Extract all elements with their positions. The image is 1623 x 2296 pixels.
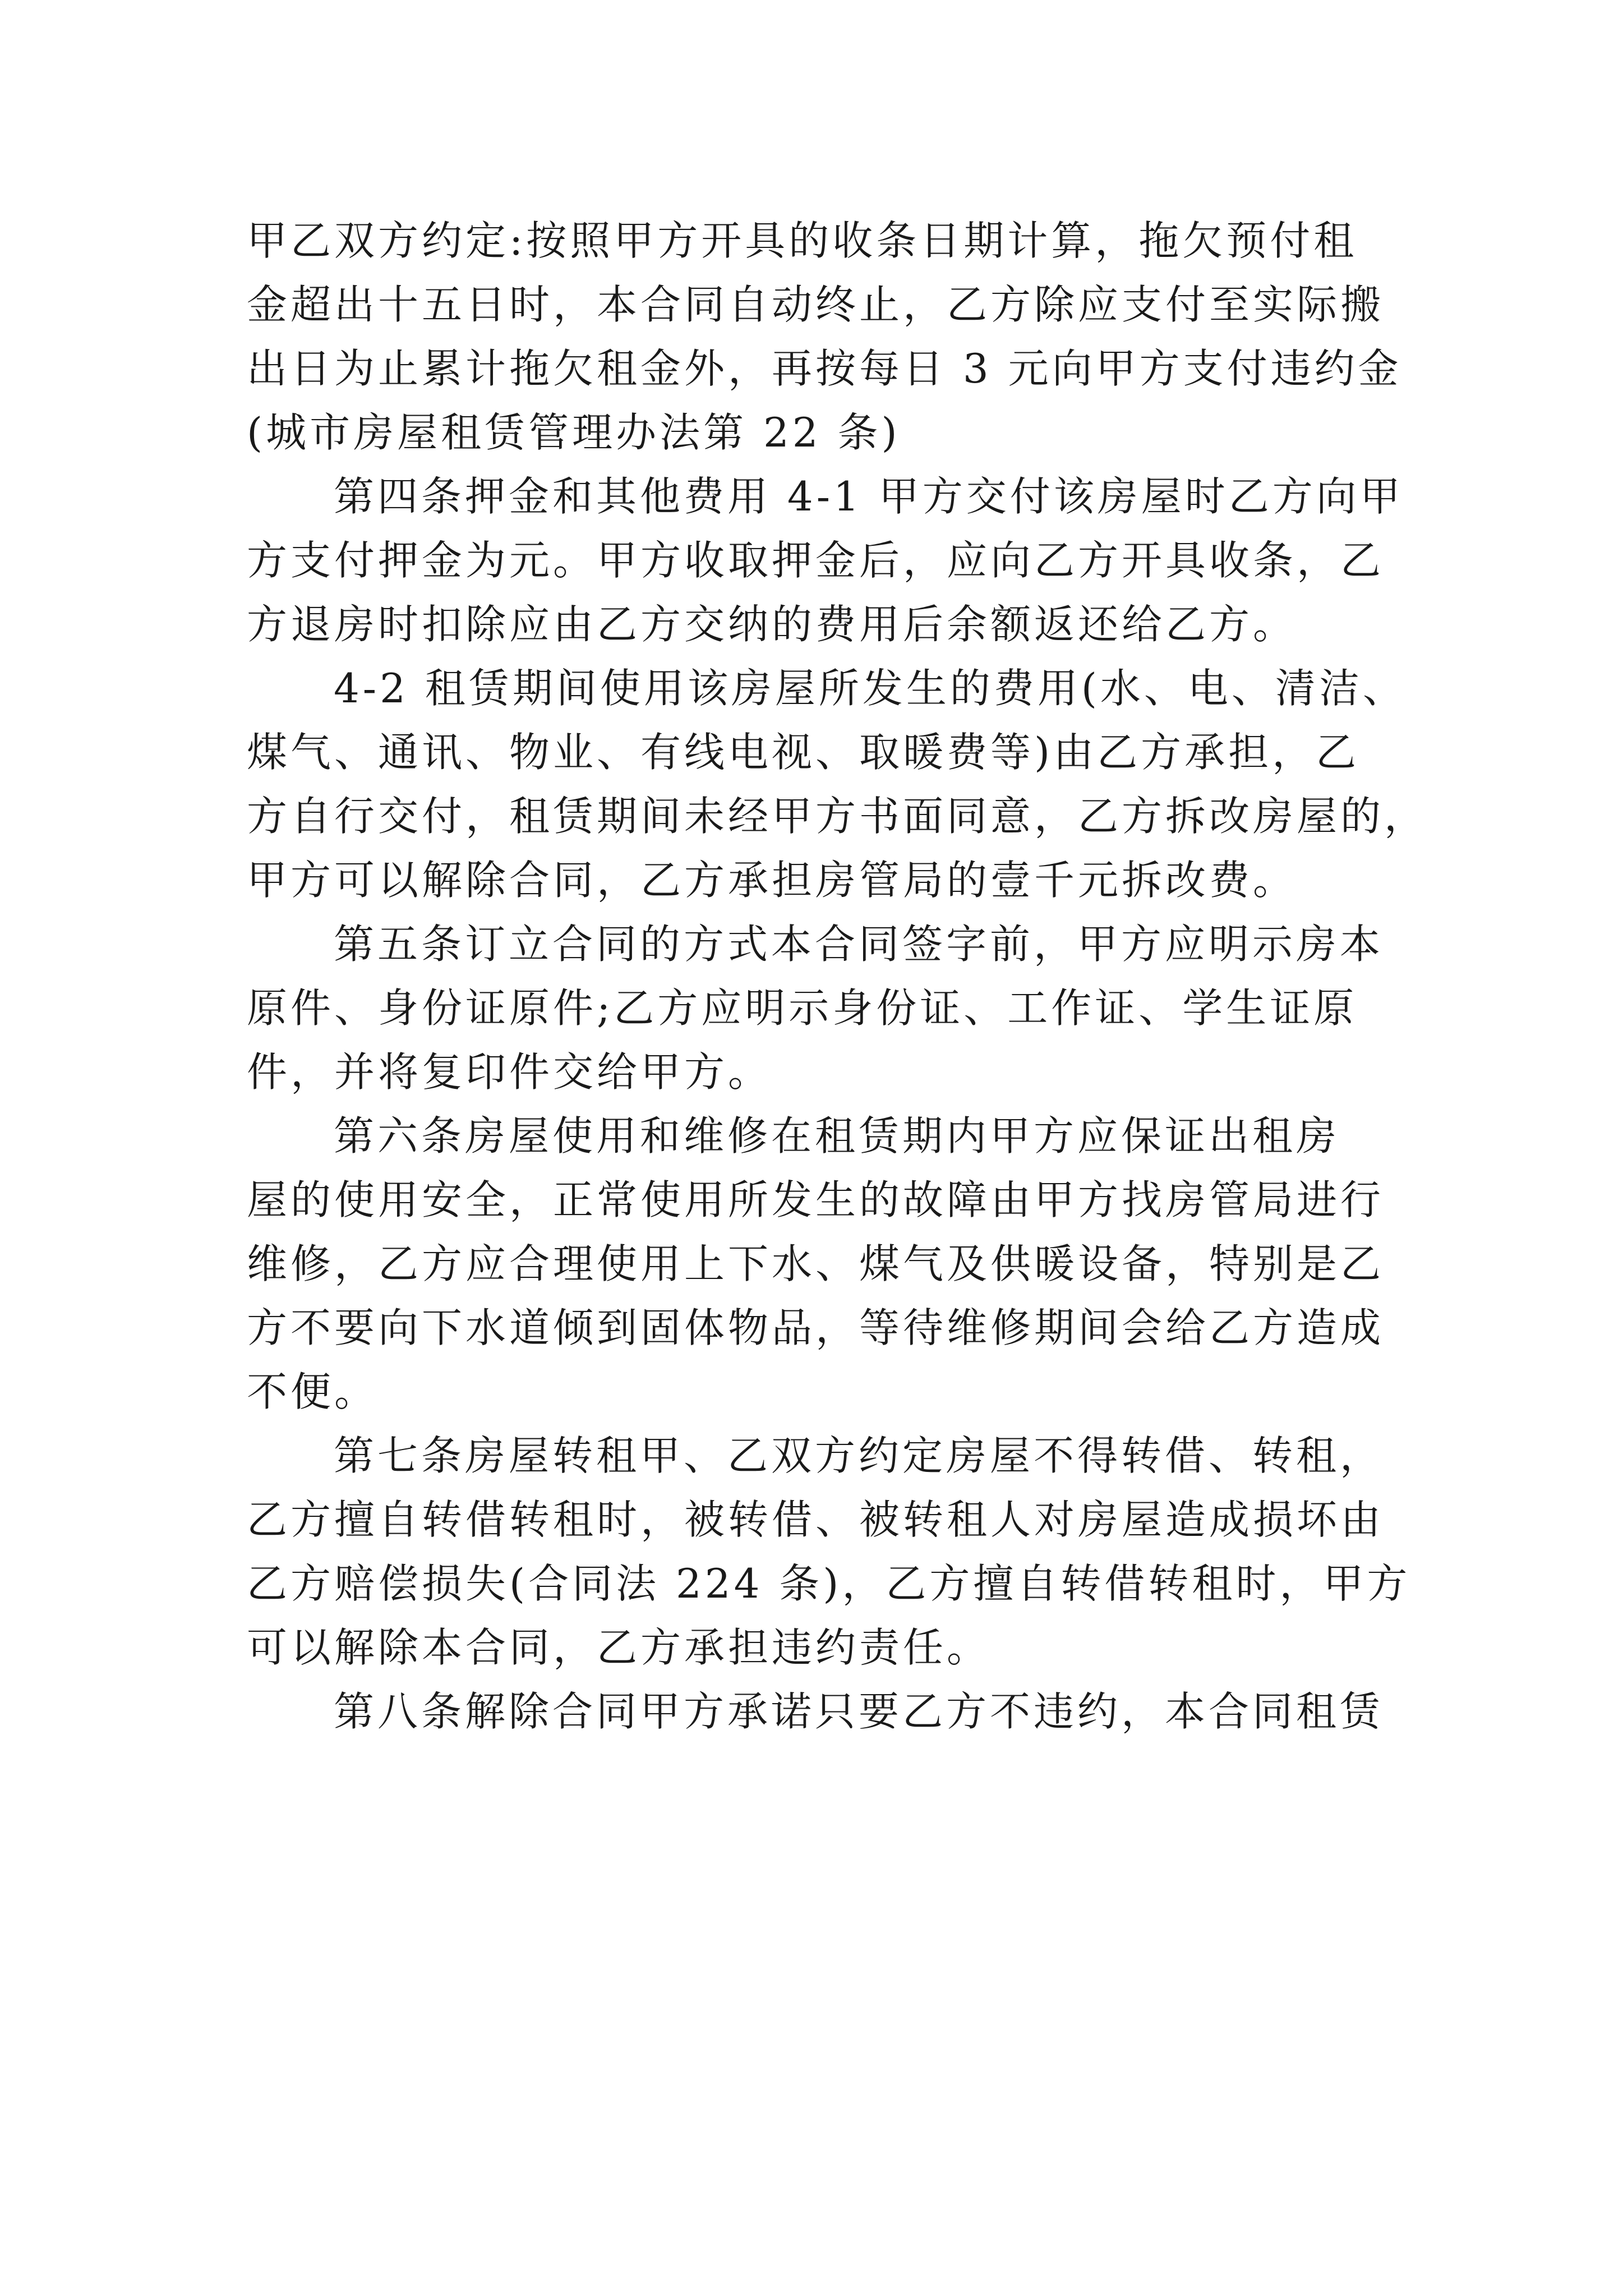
text-line: 出日为止累计拖欠租金外，再按每日 3 元向甲方支付违约金 — [247, 345, 1402, 392]
text-line: 4-2 租赁期间使用该房屋所发生的费用(水、电、清洁、 — [334, 665, 1407, 712]
text-line: 方退房时扣除应由乙方交纳的费用后余额返还给乙方。 — [247, 601, 1297, 648]
text-line: 件，并将复印件交给甲方。 — [247, 1048, 772, 1096]
text-line: (城市房屋租赁管理办法第 22 条) — [247, 409, 901, 456]
text-line: 屋的使用安全，正常使用所发生的故障由甲方找房管局进行 — [247, 1176, 1385, 1223]
text-line: 维修，乙方应合理使用上下水、煤气及供暖设备，特别是乙 — [247, 1240, 1385, 1287]
text-line: 甲乙双方约定:按照甲方开具的收条日期计算，拖欠预付租 — [247, 217, 1358, 264]
text-line: 第四条押金和其他费用 4-1 甲方交付该房屋时乙方向甲 — [334, 473, 1404, 520]
text-line: 不便。 — [247, 1368, 379, 1415]
text-line: 煤气、通讯、物业、有线电视、取暖费等)由乙方承担，乙 — [247, 729, 1360, 776]
text-line: 第六条房屋使用和维修在租赁期内甲方应保证出租房 — [334, 1112, 1340, 1159]
text-line: 第五条订立合同的方式本合同签字前，甲方应明示房本 — [334, 921, 1384, 968]
contract-text-body — [247, 209, 1428, 1743]
text-line: 金超出十五日时，本合同自动终止，乙方除应支付至实际搬 — [247, 281, 1385, 328]
text-line: 乙方擅自转借转租时，被转借、被转租人对房屋造成损坏由 — [247, 1496, 1385, 1543]
text-line: 甲方可以解除合同，乙方承担房管局的壹千元拆改费。 — [247, 857, 1297, 904]
text-line: 方自行交付，租赁期间未经甲方书面同意，乙方拆改房屋的， — [247, 793, 1428, 840]
text-line: 第七条房屋转租甲、乙双方约定房屋不得转借、转租， — [334, 1432, 1384, 1479]
text-line: 方支付押金为元。甲方收取押金后，应向乙方开具收条，乙 — [247, 537, 1385, 584]
text-line: 乙方赔偿损失(合同法 224 条)，乙方擅自转借转租时，甲方 — [247, 1560, 1411, 1607]
text-line: 第八条解除合同甲方承诺只要乙方不违约，本合同租赁 — [334, 1688, 1384, 1735]
text-line: 方不要向下水道倾到固体物品，等待维修期间会给乙方造成 — [247, 1304, 1385, 1351]
text-line: 原件、身份证原件;乙方应明示身份证、工作证、学生证原 — [247, 984, 1358, 1032]
text-line: 可以解除本合同，乙方承担违约责任。 — [247, 1624, 991, 1671]
